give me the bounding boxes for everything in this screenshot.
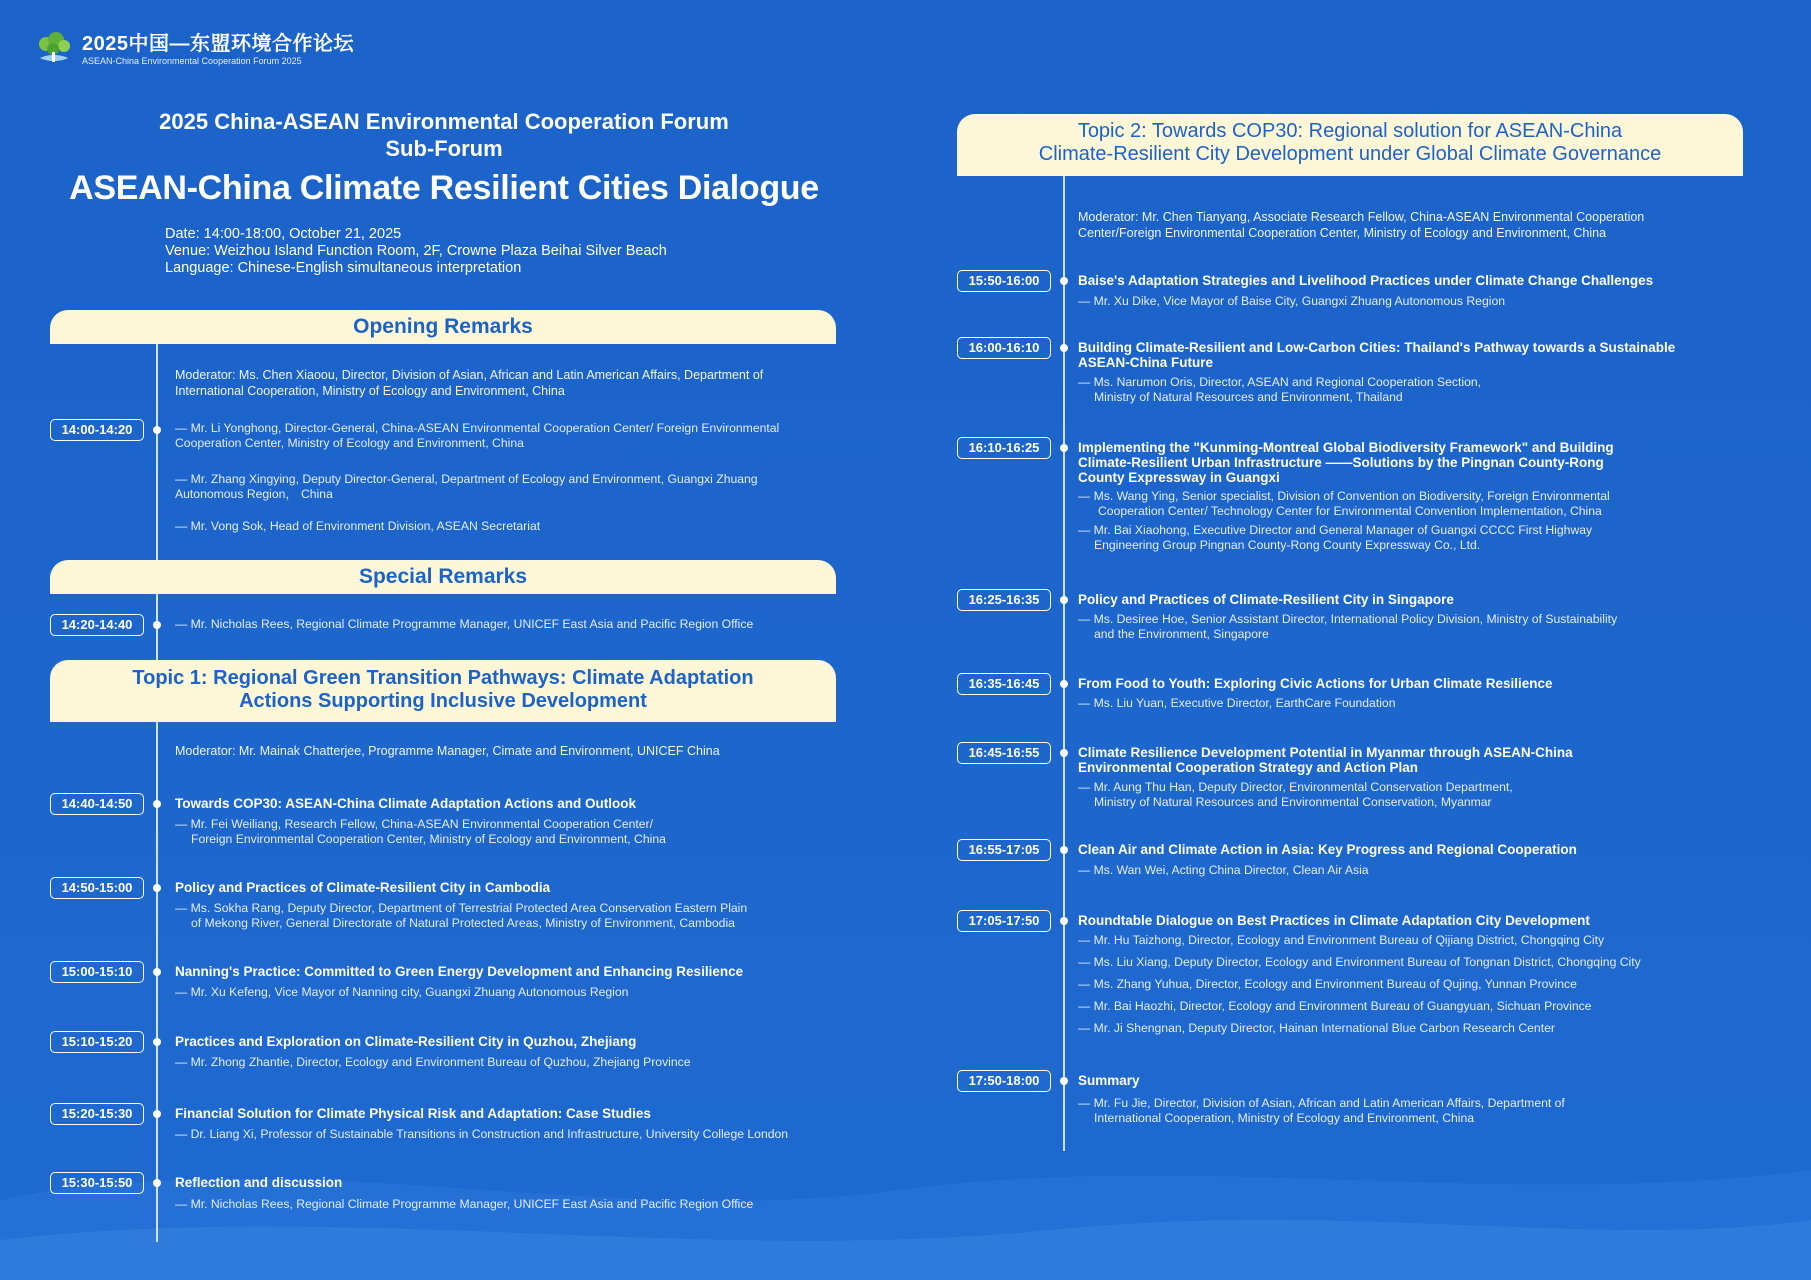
speaker: — Mr. Nicholas Rees, Regional Climate Programme Manager, UNICEF East Asia and Pacific Region Office: [175, 1197, 754, 1211]
topic2-title-line1: Topic 2: Towards COP30: Regional solution for ASEAN-China: [1077, 120, 1623, 142]
opening-moderator: Moderator: Ms. Chen Xiaoou, Director, Division of Asian, African and Latin American Affairs, Department of International Cooperation, Ministry of Ecology and Environment, China: [175, 368, 764, 398]
session-title: Summary: [1078, 1073, 1140, 1088]
speaker: — Mr. Hu Taizhong, Director, Ecology and Environment Bureau of Qijiang District, Chongqing City: [1078, 933, 1605, 947]
time-pill: 15:00-15:10: [50, 961, 144, 983]
logo-chinese-text: 2025中国—东盟环境合作论坛: [82, 33, 354, 55]
time-pill: 14:20-14:40: [50, 614, 144, 636]
speaker: Ministry of Natural Resources and Environmental Conservation, Myanmar: [1094, 795, 1492, 809]
timeline-dot: [1060, 596, 1068, 604]
speaker: — Ms. Narumon Oris, Director, ASEAN and Regional Cooperation Section,: [1078, 375, 1482, 389]
time-pill: 17:05-17:50: [957, 910, 1051, 932]
time-pill: 14:00-14:20: [50, 419, 144, 441]
timeline-dot: [153, 884, 161, 892]
speaker: — Ms. Desiree Hoe, Senior Assistant Director, International Policy Division, Ministry of Sustainability: [1078, 612, 1618, 626]
topic1-title-line2: Actions Supporting Inclusive Development: [239, 690, 647, 712]
session-title: From Food to Youth: Exploring Civic Actions for Urban Climate Resilience: [1078, 676, 1553, 691]
timeline-dot: [153, 621, 161, 629]
speaker: — Mr. Fu Jie, Director, Division of Asian, African and Latin American Affairs, Department of: [1078, 1096, 1565, 1110]
timeline-dot: [1060, 917, 1068, 925]
timeline-dot: [153, 426, 161, 434]
sub-forum-label: Sub-Forum: [385, 136, 503, 161]
timeline-dot: [153, 1110, 161, 1118]
session-title: Policy and Practices of Climate-Resilient City in Singapore: [1078, 592, 1454, 607]
opening-remarks-banner: Opening Remarks: [50, 310, 836, 344]
speaker: of Mekong River, General Directorate of Natural Protected Areas, Ministry of Environment, Cambodia: [191, 916, 735, 930]
logo-english-text: ASEAN-China Environmental Cooperation Forum 2025: [82, 56, 302, 66]
timeline-dot: [1060, 277, 1068, 285]
forum-logo: [34, 30, 354, 70]
speaker: — Dr. Liang Xi, Professor of Sustainable Transitions in Construction and Infrastructure, University College London: [175, 1127, 789, 1141]
session-title: Climate Resilience Development Potential in Myanmar through ASEAN-China: [1078, 745, 1573, 760]
session-title-cont: ASEAN-China Future: [1078, 355, 1213, 370]
session-title: Nanning's Practice: Committed to Green Energy Development and Enhancing Resilience: [175, 964, 744, 979]
topic2-moderator-line1: Moderator: Mr. Chen Tianyang, Associate Research Fellow, China-ASEAN Environmental Cooperation: [1078, 210, 1645, 224]
timeline-dot: [1060, 1077, 1068, 1085]
topic2-title-line2: Climate-Resilient City Development under Global Climate Governance: [1038, 143, 1662, 165]
time-pill: 15:50-16:00: [957, 270, 1051, 292]
session-title-cont: Environmental Cooperation Strategy and Action Plan: [1078, 760, 1419, 775]
speaker: — Ms. Liu Xiang, Deputy Director, Ecology and Environment Bureau of Tongnan District, Chongqing City: [1078, 955, 1641, 969]
speaker: — Ms. Sokha Rang, Deputy Director, Department of Terrestrial Protected Area Conservation Eastern Plain: [175, 901, 748, 915]
session-title: Roundtable Dialogue on Best Practices in Climate Adaptation City Development: [1078, 913, 1590, 928]
speaker: — Mr. Zhong Zhantie, Director, Ecology and Environment Bureau of Quzhou, Zhejiang Province: [175, 1055, 691, 1069]
speaker: — Mr. Zhang Xingying, Deputy Director-General, Department of Ecology and Environment, Guangxi Zhuang Autonomous Region， China: [175, 472, 758, 501]
speaker: Engineering Group Pingnan County-Rong County Expressway Co., Ltd.: [1094, 538, 1481, 552]
timeline-dot: [153, 968, 161, 976]
speaker: Ministry of Natural Resources and Environment, Thailand: [1094, 390, 1403, 404]
time-pill: 14:50-15:00: [50, 877, 144, 899]
page-title: ASEAN-China Climate Resilient Cities Dialogue: [69, 169, 819, 207]
session-title: Reflection and discussion: [175, 1175, 343, 1190]
topic1-moderator: Moderator: Mr. Mainak Chatterjee, Programme Manager, Cimate and Environment, UNICEF China: [175, 744, 720, 758]
speaker: — Mr. Fei Weiliang, Research Fellow, China-ASEAN Environmental Cooperation Center/: [175, 817, 654, 831]
timeline-dot: [153, 1179, 161, 1187]
time-pill: 15:10-15:20: [50, 1031, 144, 1053]
tree-logo-icon: [34, 30, 74, 70]
speaker: International Cooperation, Ministry of Ecology and Environment, China: [1094, 1111, 1475, 1125]
timeline-dot: [153, 1038, 161, 1046]
speaker: — Ms. Zhang Yuhua, Director, Ecology and Environment Bureau of Qujing, Yunnan Province: [1078, 977, 1577, 991]
time-pill: 16:10-16:25: [957, 437, 1051, 459]
speaker: — Mr. Li Yonghong, Director-General, China-ASEAN Environmental Cooperation Center/ Foreign Environmental Cooperation Center, Ministry of Ecology and Environment, China: [175, 421, 780, 450]
speaker: Foreign Environmental Cooperation Center, Ministry of Ecology and Environment, China: [191, 832, 666, 846]
topic2-banner: [957, 114, 1743, 176]
topic1-banner: [50, 660, 836, 722]
speaker: — Mr. Bai Xiaohong, Executive Director and General Manager of Guangxi CCCC First Highway: [1078, 523, 1593, 537]
speaker: Cooperation Center/ Technology Center for Environmental Convention Implementation, China: [1098, 504, 1602, 518]
forum-name: 2025 China-ASEAN Environmental Cooperation Forum: [159, 109, 729, 134]
time-pill: 14:40-14:50: [50, 793, 144, 815]
speaker: — Mr. Ji Shengnan, Deputy Director, Hainan International Blue Carbon Research Center: [1078, 1021, 1555, 1035]
timeline-dot: [1060, 846, 1068, 854]
session-title: Towards COP30: ASEAN-China Climate Adaptation Actions and Outlook: [175, 796, 637, 811]
time-pill: 17:50-18:00: [957, 1070, 1051, 1092]
session-title: Policy and Practices of Climate-Resilient City in Cambodia: [175, 880, 551, 895]
session-title: Implementing the "Kunming-Montreal Global Biodiversity Framework" and Building: [1078, 440, 1614, 455]
time-pill: 16:00-16:10: [957, 337, 1051, 359]
time-pill: 15:30-15:50: [50, 1172, 144, 1194]
timeline-dot: [1060, 680, 1068, 688]
special-remarks-banner: Special Remarks: [50, 560, 836, 594]
session-title: Baise's Adaptation Strategies and Livelihood Practices under Climate Change Challenges: [1078, 273, 1654, 288]
event-info: [165, 226, 667, 277]
topic1-title-line1: Topic 1: Regional Green Transition Pathways: Climate Adaptation: [132, 667, 754, 689]
timeline-dot: [1060, 344, 1068, 352]
topic2-moderator-line2: Center/Foreign Environmental Cooperation Center, Ministry of Ecology and Environment, China: [1078, 226, 1607, 240]
speaker: and the Environment, Singapore: [1094, 627, 1269, 641]
time-pill: 15:20-15:30: [50, 1103, 144, 1125]
speaker: — Mr. Aung Thu Han, Deputy Director, Environmental Conservation Department,: [1078, 780, 1513, 794]
session-title-cont: Climate-Resilient Urban Infrastructure ——Solutions by the Pingnan County-Rong: [1078, 455, 1604, 470]
event-date: Date: 14:00-18:00, October 21, 2025: [165, 226, 402, 242]
session-title: Clean Air and Climate Action in Asia: Key Progress and Regional Cooperation: [1078, 842, 1577, 857]
timeline-line-right: [1063, 176, 1065, 1151]
time-pill: 16:35-16:45: [957, 673, 1051, 695]
speaker: — Ms. Wan Wei, Acting China Director, Clean Air Asia: [1078, 863, 1369, 877]
event-language: Language: Chinese-English simultaneous interpretation: [165, 260, 522, 276]
session-title: Practices and Exploration on Climate-Resilient City in Quzhou, Zhejiang: [175, 1034, 637, 1049]
speaker: — Ms. Liu Yuan, Executive Director, EarthCare Foundation: [1078, 696, 1396, 710]
timeline-dot: [1060, 444, 1068, 452]
speaker: — Mr. Xu Kefeng, Vice Mayor of Nanning city, Guangxi Zhuang Autonomous Region: [175, 985, 629, 999]
session-title: Building Climate-Resilient and Low-Carbon Cities: Thailand's Pathway towards a Sustainable: [1078, 340, 1676, 355]
event-venue: Venue: Weizhou Island Function Room, 2F, Crowne Plaza Beihai Silver Beach: [165, 243, 667, 259]
speaker: — Mr. Xu Dike, Vice Mayor of Baise City, Guangxi Zhuang Autonomous Region: [1078, 294, 1505, 308]
speaker: — Mr. Vong Sok, Head of Environment Division, ASEAN Secretariat: [175, 519, 541, 533]
timeline-dot: [153, 800, 161, 808]
speaker: — Ms. Wang Ying, Senior specialist, Division of Convention on Biodiversity, Foreign Environmental: [1078, 489, 1610, 503]
session-title: Financial Solution for Climate Physical Risk and Adaptation: Case Studies: [175, 1106, 651, 1121]
time-pill: 16:45-16:55: [957, 742, 1051, 764]
time-pill: 16:25-16:35: [957, 589, 1051, 611]
time-pill: 16:55-17:05: [957, 839, 1051, 861]
speaker: — Mr. Bai Haozhi, Director, Ecology and Environment Bureau of Guangyuan, Sichuan Province: [1078, 999, 1592, 1013]
session-title-cont: County Expressway in Guangxi: [1078, 470, 1280, 485]
speaker: — Mr. Nicholas Rees, Regional Climate Programme Manager, UNICEF East Asia and Pacific Region Office: [175, 617, 754, 631]
timeline-line-left: [156, 344, 158, 1242]
timeline-dot: [1060, 749, 1068, 757]
page-header: [40, 108, 848, 210]
